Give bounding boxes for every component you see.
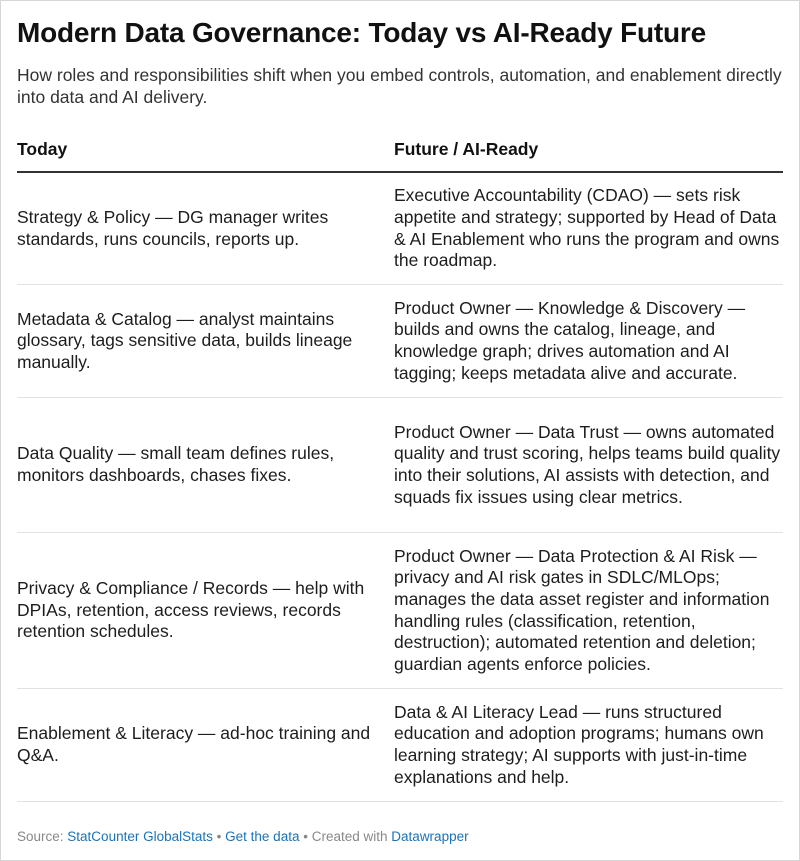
table-row	[17, 533, 783, 689]
column-header-future: Future / AI-Ready	[394, 134, 783, 172]
cell-future: Product Owner — Data Protection & AI Risk — privacy and AI risk gates in SDLC/MLOps; manages the data asset register and information handling rules (classification, retention, destruction); automated retention and deletion; guardian agents enforce policies.	[394, 533, 783, 689]
cell-future: Executive Accountability (CDAO) — sets risk appetite and strategy; supported by Head of Data & AI Enablement who runs the program and owns the roadmap.	[394, 172, 783, 285]
footer-separator: •	[216, 829, 222, 844]
table-header-row	[17, 134, 783, 172]
content	[17, 14, 783, 802]
cell-future: Product Owner — Knowledge & Discovery — builds and owns the catalog, lineage, and knowledge graph; drives automation and AI tagging; keeps metadata alive and accurate.	[394, 285, 783, 398]
cell-today: Data Quality — small team defines rules, monitors dashboards, chases fixes.	[17, 398, 394, 533]
cell-today: Privacy & Compliance / Records — help with DPIAs, retention, access reviews, records retention schedules.	[17, 533, 394, 689]
table-row	[17, 285, 783, 398]
cell-today: Strategy & Policy — DG manager writes standards, runs councils, reports up.	[17, 172, 394, 285]
cell-today: Metadata & Catalog — analyst maintains glossary, tags sensitive data, builds lineage manually.	[17, 285, 394, 398]
source-label: Source:	[17, 829, 64, 844]
created-with-label: Created with	[311, 829, 388, 844]
table-row	[17, 172, 783, 285]
cell-future: Data & AI Literacy Lead — runs structured education and adoption programs; humans own learning strategy; AI supports with just-in-time explanations and help.	[394, 689, 783, 802]
table-row	[17, 398, 783, 533]
cell-future: Product Owner — Data Trust — owns automated quality and trust scoring, helps teams build quality into their solutions, AI assists with detection, and squads fix issues using clear metrics.	[394, 398, 783, 533]
get-data-link[interactable]: Get the data	[225, 829, 300, 844]
page-title: Modern Data Governance: Today vs AI-Ready Future	[17, 17, 706, 48]
footer-separator: •	[303, 829, 308, 844]
table-row	[17, 689, 783, 802]
datawrapper-link[interactable]: Datawrapper	[391, 829, 469, 844]
column-header-today: Today	[17, 134, 394, 172]
chart-footer	[17, 829, 469, 844]
comparison-table	[17, 134, 783, 802]
page-subtitle: How roles and responsibilities shift when you embed controls, automation, and enablement directly into data and AI delivery.	[17, 65, 782, 107]
cell-today: Enablement & Literacy — ad-hoc training and Q&A.	[17, 689, 394, 802]
source-link[interactable]: StatCounter GlobalStats	[67, 829, 213, 844]
